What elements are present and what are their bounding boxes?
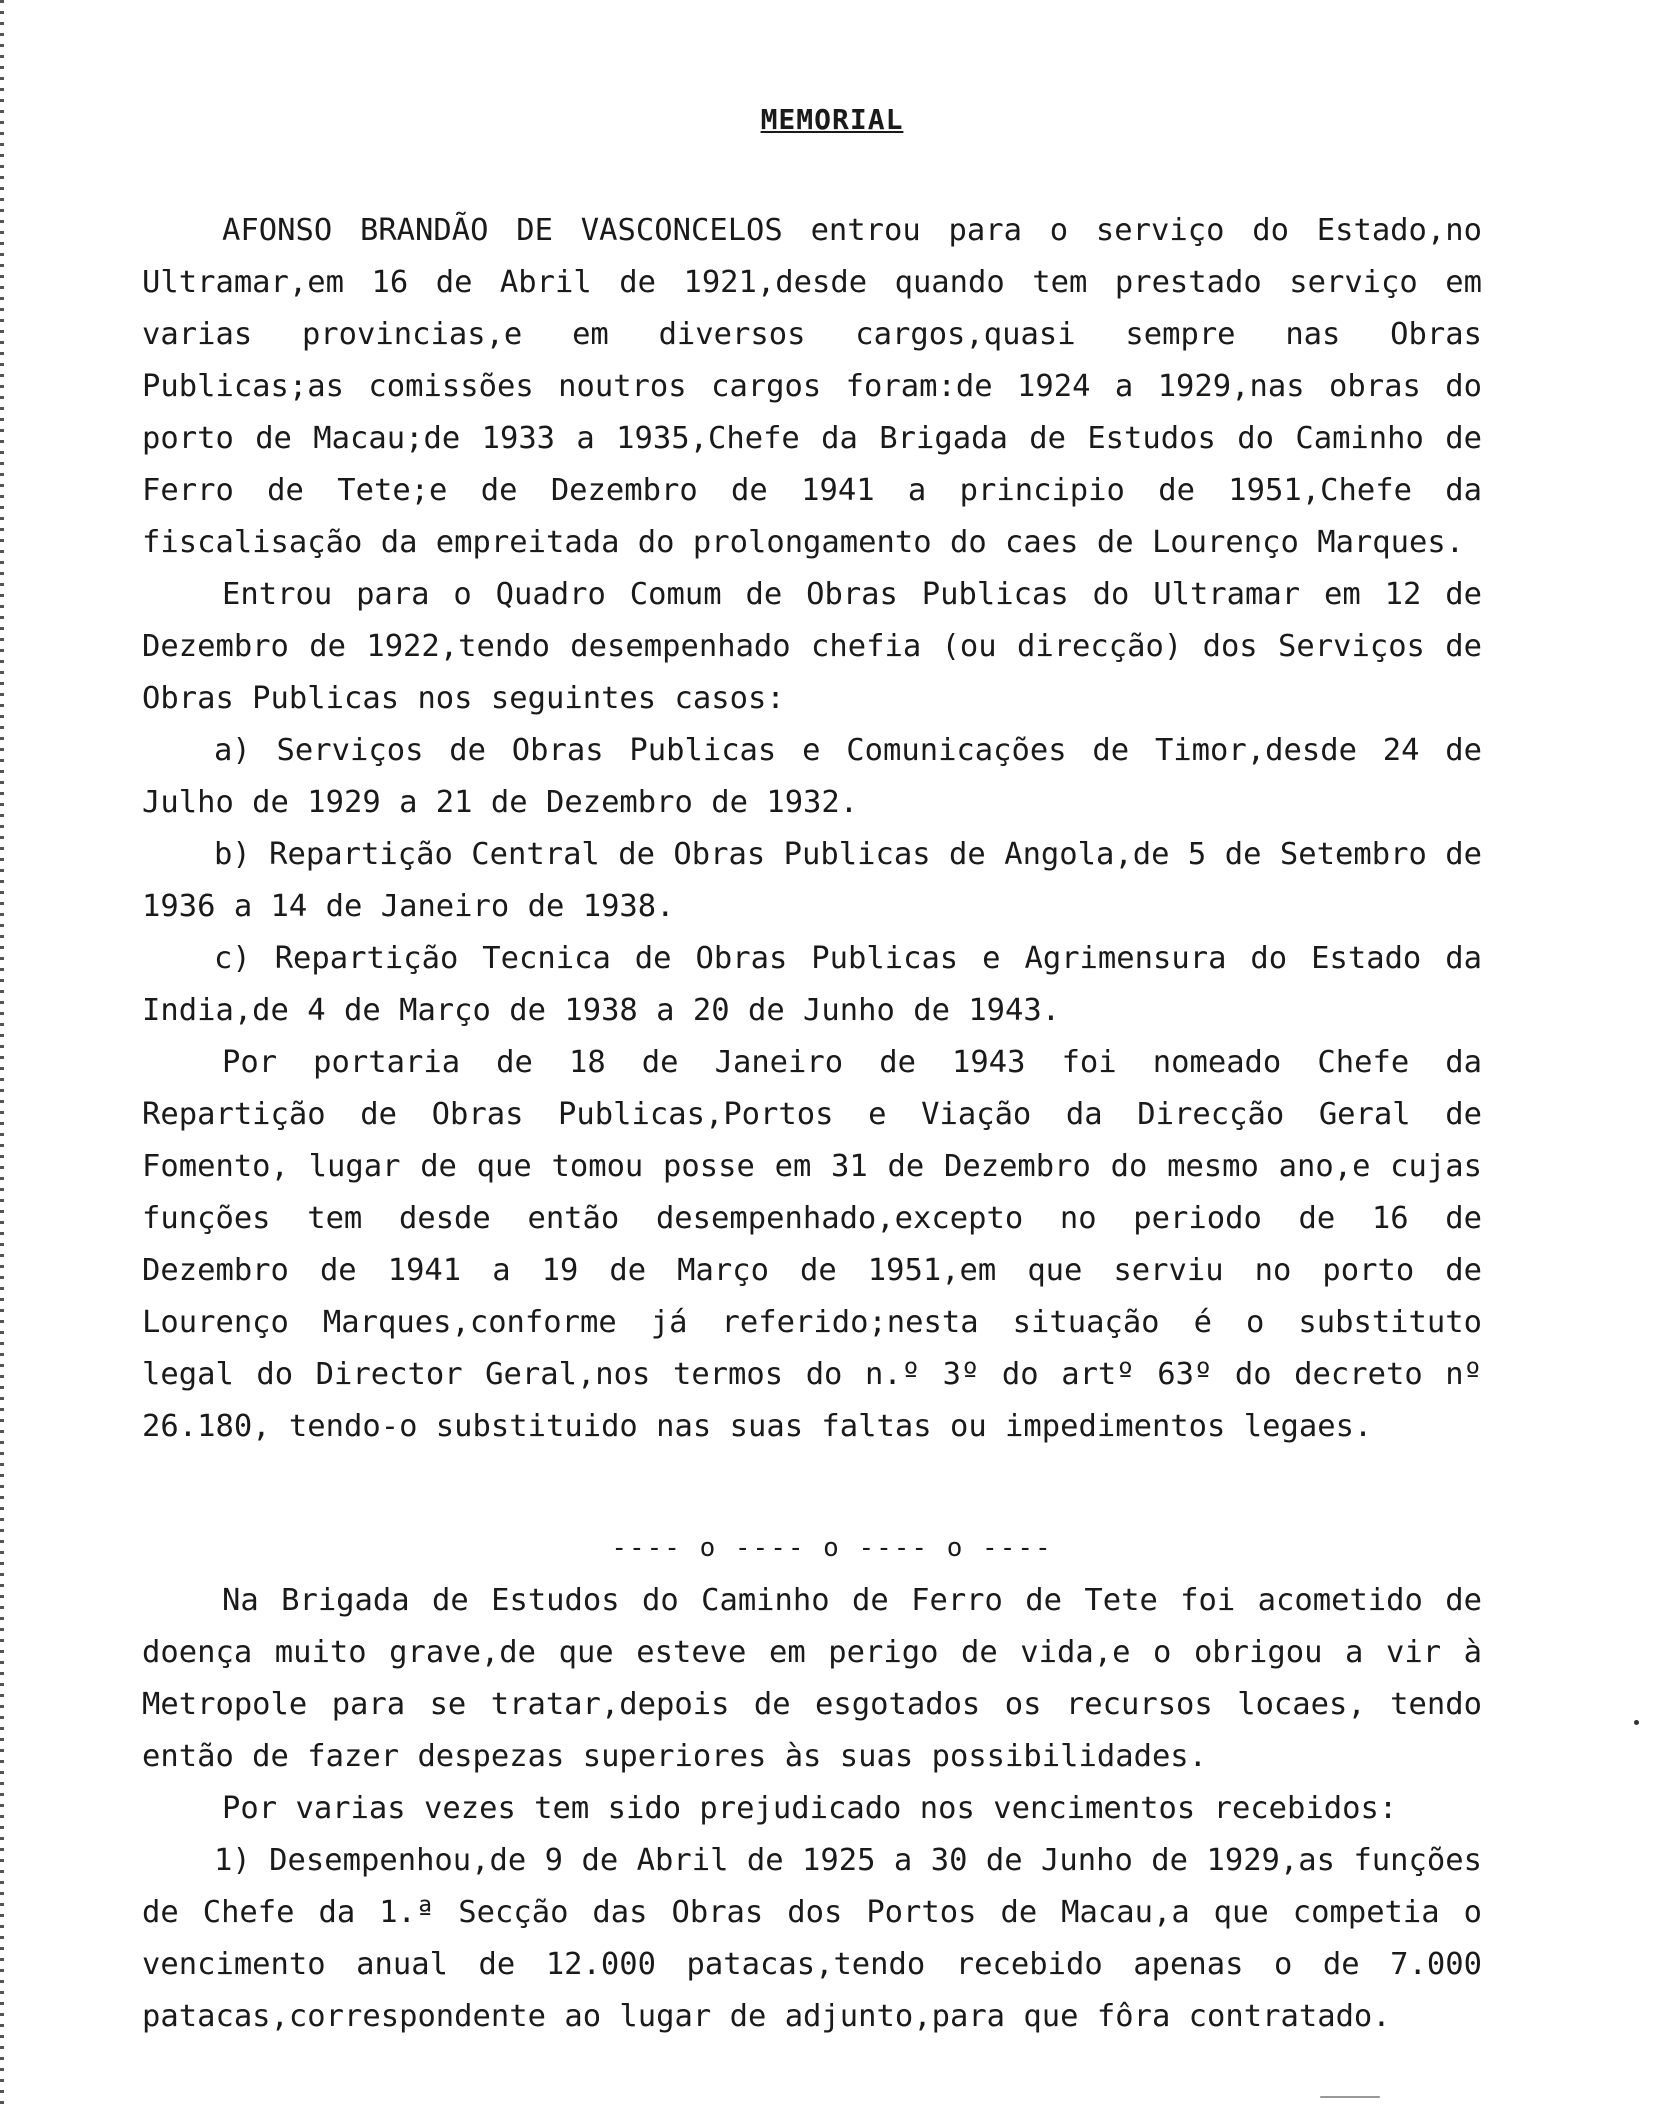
list-item-a: a) Serviços de Obras Publicas e Comunicações de Timor,desde 24 de Julho de 1929 a 21 de Dezembro de 1932. xyxy=(142,733,1482,820)
second-text-section xyxy=(142,1575,1482,2043)
paragraph-salary-intro: Por varias vezes tem sido prejudicado nos vencimentos recebidos: xyxy=(222,1791,1398,1826)
paragraph-portaria: Por portaria de 18 de Janeiro de 1943 foi nomeado Chefe da Repartição de Obras Publicas,Portos e Viação da Direcção Geral de Fomento, lugar de que tomou posse em 31 de Dezembro do mesmo ano,e cujas funções tem desde então desempenhado,excepto no periodo de 16 de Dezembro de 1941 a 19 de Março de 1951,em que serviu no porto de Lourenço Marques,conforme já referido;nesta situação é o substituto legal do Director Geral,nos termos do n.º 3º do artº 63º do decreto nº 26.180, tendo-o substituido nas suas faltas ou impedimentos legaes. xyxy=(142,1045,1482,1444)
list-item-b: b) Repartição Central de Obras Publicas de Angola,de 5 de Setembro de 1936 a 14 de Janeiro de 1938. xyxy=(142,837,1482,924)
list-item-c: c) Repartição Tecnica de Obras Publicas e Agrimensura do Estado da India,de 4 de Março de 1938 a 20 de Junho de 1943. xyxy=(142,941,1482,1028)
section-separator: ---- o ---- o ---- o ---- xyxy=(611,1533,1053,1563)
paragraph-career-summary: AFONSO BRANDÃO DE VASCONCELOS entrou para o serviço do Estado,no Ultramar,em 16 de Abril de 1921,desde quando tem prestado serviço em varias provincias,e em diversos cargos,quasi sempre nas Obras Publicas;as comissões noutros cargos foram:de 1924 a 1929,nas obras do porto de Macau;de 1933 a 1935,Chefe da Brigada de Estudos do Caminho de Ferro de Tete;e de Dezembro de 1941 a principio de 1951,Chefe da fiscalisação da empreitada do prolongamento do caes de Lourenço Marques. xyxy=(142,213,1482,560)
list-item-1: 1) Desempenhou,de 9 de Abril de 1925 a 30 de Junho de 1929,as funções de Chefe da 1.ª Secção das Obras dos Portos de Macau,a que competia o vencimento anual de 12.000 patacas,tendo recebido apenas o de 7.000 patacas,correspondente ao lugar de adjunto,para que fôra contratado. xyxy=(142,1843,1482,2034)
paragraph-quadro-entry: Entrou para o Quadro Comum de Obras Publicas do Ultramar em 12 de Dezembro de 1922,tendo desempenhado chefia (ou direcção) dos Serviços de Obras Publicas nos seguintes casos: xyxy=(142,577,1482,716)
scan-speck xyxy=(1634,1720,1639,1725)
main-text-section xyxy=(142,205,1482,1453)
document-title: MEMORIAL xyxy=(760,103,904,136)
paragraph-illness: Na Brigada de Estudos do Caminho de Ferro de Tete foi acometido de doença muito grave,de que esteve em perigo de vida,e o obrigou a vir à Metropole para se tratar,depois de esgotados os recursos locaes, tendo então de fazer despezas superiores às suas possibilidades. xyxy=(142,1583,1482,1774)
scan-speck xyxy=(1320,2096,1380,2098)
scan-edge xyxy=(0,0,4,2112)
